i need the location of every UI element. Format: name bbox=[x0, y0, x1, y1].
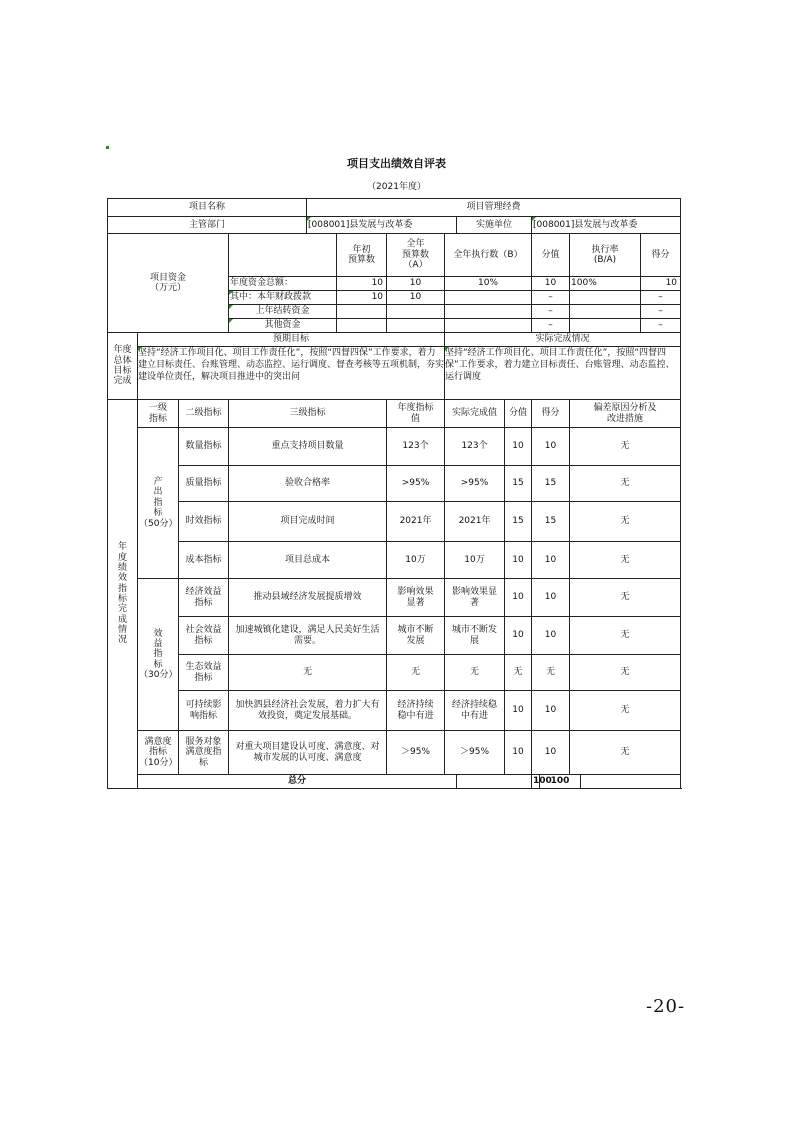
funds-row-exec: 10% bbox=[445, 277, 532, 291]
level3-cell: 项目完成时间 bbox=[229, 502, 387, 542]
deviation-cell: 无 bbox=[570, 466, 681, 502]
actual-cell: 2021年 bbox=[445, 502, 505, 542]
funds-row-initial: 10 bbox=[337, 277, 387, 291]
annual-cell: ＞95% bbox=[387, 731, 445, 775]
goals-actual-text: 坚持“经济工作项目化、项目工作责任化”，按照“四督四保”工作要求，着力建立目标责任、台账管理、动态监控、运行调度 bbox=[445, 347, 680, 399]
project-name-label: 项目名称 bbox=[108, 199, 307, 217]
level3-cell: 项目总成本 bbox=[229, 542, 387, 579]
funds-header-blank bbox=[229, 234, 337, 277]
funds-row-label: 年度资金总额： bbox=[229, 277, 337, 291]
unit-value: [008001]县发展与改革委 bbox=[532, 217, 681, 234]
score-cell: 10 bbox=[532, 542, 570, 579]
funds-row-score: 10 bbox=[641, 277, 681, 291]
form-title: 项目支出绩效自评表 bbox=[347, 157, 446, 170]
funds-row-rate: 100% bbox=[570, 277, 641, 291]
deviation-cell: 无 bbox=[570, 655, 681, 691]
funds-row-score-value: – bbox=[532, 305, 570, 319]
score-value-cell: 无 bbox=[505, 655, 532, 691]
score-cell: 15 bbox=[532, 502, 570, 542]
funds-row-exec bbox=[445, 319, 532, 333]
score-value-cell: 15 bbox=[505, 502, 532, 542]
level2-cell: 质量指标 bbox=[179, 466, 229, 502]
annual-cell: 城市不断 发展 bbox=[387, 617, 445, 655]
annual-cell: 10万 bbox=[387, 542, 445, 579]
funds-header-exec: 全年执行数（B） bbox=[445, 234, 532, 277]
goals-label: 年度 总体 目标 完成 bbox=[108, 333, 138, 400]
level3-cell: 验收合格率 bbox=[229, 466, 387, 502]
level3-cell: 加速城镇化建设，满足人民美好生活 需要。 bbox=[229, 617, 387, 655]
funds-row-score-value: 10 bbox=[532, 277, 570, 291]
annual-cell: >95% bbox=[387, 466, 445, 502]
funds-label-line1: 项目资金 bbox=[149, 272, 186, 283]
total-score-value: 100 bbox=[532, 775, 540, 789]
ind-header-actual: 实际完成值 bbox=[445, 400, 505, 428]
level2-cell: 生态效益 指标 bbox=[179, 655, 229, 691]
funds-row-score-value: – bbox=[532, 319, 570, 333]
unit-label: 实施单位 bbox=[457, 217, 532, 234]
level2-cell: 成本指标 bbox=[179, 542, 229, 579]
score-value-cell: 10 bbox=[505, 542, 532, 579]
level1-output: 产 出 指 标 （50分） bbox=[138, 428, 179, 579]
funds-row-initial bbox=[337, 319, 387, 333]
level2-cell: 时效指标 bbox=[179, 502, 229, 542]
funds-row-score: – bbox=[641, 319, 681, 333]
funds-row-label: 上年结转资金 bbox=[229, 305, 337, 319]
level2-cell: 可持续影 响指标 bbox=[179, 691, 229, 731]
funds-row-score: – bbox=[641, 291, 681, 305]
dept-value: [008001]县发展与改革委 bbox=[307, 217, 457, 234]
score-value-cell: 10 bbox=[505, 617, 532, 655]
ind-header-level3: 三级指标 bbox=[229, 400, 387, 428]
funds-row-initial bbox=[337, 305, 387, 319]
funds-row-full: 10 bbox=[387, 277, 445, 291]
funds-row-exec bbox=[445, 291, 532, 305]
level3-cell: 对重大项目建设认可度、满意度、对 城市发展的认可度、满意度 bbox=[229, 731, 387, 775]
funds-row-score: – bbox=[641, 305, 681, 319]
score-value-cell: 10 bbox=[505, 731, 532, 775]
corner-mark bbox=[106, 146, 109, 149]
score-cell: 10 bbox=[532, 579, 570, 617]
funds-header-score-value: 分值 bbox=[532, 234, 570, 277]
actual-cell: ＞95% bbox=[445, 731, 505, 775]
funds-row-rate bbox=[570, 305, 641, 319]
deviation-cell: 无 bbox=[570, 542, 681, 579]
actual-cell: 影响效果显 著 bbox=[445, 579, 505, 617]
score-cell: 15 bbox=[532, 466, 570, 502]
actual-cell: >95% bbox=[445, 466, 505, 502]
total-blank bbox=[457, 775, 532, 789]
ind-header-level1: 一级 指标 bbox=[138, 400, 179, 428]
level2-cell: 数量指标 bbox=[179, 428, 229, 466]
funds-row-score-value: – bbox=[532, 291, 570, 305]
annual-cell: 经济持续 稳中有进 bbox=[387, 691, 445, 731]
page-number: -20- bbox=[646, 996, 686, 1017]
funds-header-score: 得分 bbox=[641, 234, 681, 277]
dept-label: 主管部门 bbox=[108, 217, 307, 234]
project-name: 项目管理经费 bbox=[307, 199, 681, 217]
ind-header-level2: 二级指标 bbox=[179, 400, 229, 428]
funds-row-initial: 10 bbox=[337, 291, 387, 305]
funds-row-label: 其他资金 bbox=[229, 319, 337, 333]
score-cell: 10 bbox=[532, 617, 570, 655]
funds-row-full bbox=[387, 305, 445, 319]
funds-row-rate bbox=[570, 291, 641, 305]
ind-header-score: 得分 bbox=[532, 400, 570, 428]
form-year: （2021年度） bbox=[367, 182, 426, 192]
funds-header-initial: 年初 预算数 bbox=[337, 234, 387, 277]
actual-cell: 123个 bbox=[445, 428, 505, 466]
total-deviation-blank bbox=[581, 775, 681, 789]
level3-cell: 加快泗县经济社会发展，着力扩大有 效投资，奠定发展基础。 bbox=[229, 691, 387, 731]
funds-row-rate bbox=[570, 319, 641, 333]
annual-cell: 无 bbox=[387, 655, 445, 691]
level2-cell: 经济效益 指标 bbox=[179, 579, 229, 617]
deviation-cell: 无 bbox=[570, 691, 681, 731]
actual-cell: 经济持续稳 中有进 bbox=[445, 691, 505, 731]
level3-cell: 重点支持项目数量 bbox=[229, 428, 387, 466]
funds-row-full bbox=[387, 319, 445, 333]
deviation-cell: 无 bbox=[570, 617, 681, 655]
level2-cell: 服务对象 满意度指 标 bbox=[179, 731, 229, 775]
goals-expected-header: 预期目标 bbox=[138, 333, 445, 347]
annual-cell: 123个 bbox=[387, 428, 445, 466]
ind-header-deviation: 偏差原因分析及 改进措施 bbox=[570, 400, 681, 428]
score-cell: 10 bbox=[532, 731, 570, 775]
level3-cell: 无 bbox=[229, 655, 387, 691]
score-value-cell: 15 bbox=[505, 466, 532, 502]
funds-label-line2: （万元） bbox=[149, 283, 186, 293]
indicators-side-label: 年 度 绩 效 指 标 完 成 情 况 bbox=[108, 400, 138, 789]
ind-header-score-value: 分值 bbox=[505, 400, 532, 428]
annual-cell: 影响效果 显著 bbox=[387, 579, 445, 617]
funds-row-exec bbox=[445, 305, 532, 319]
score-value-cell: 10 bbox=[505, 691, 532, 731]
annual-cell: 2021年 bbox=[387, 502, 445, 542]
deviation-cell: 无 bbox=[570, 502, 681, 542]
score-value-cell: 10 bbox=[505, 428, 532, 466]
goals-actual-header: 实际完成情况 bbox=[445, 333, 681, 347]
level1-benefit: 效 益 指 标 （30分） bbox=[138, 579, 179, 731]
score-value-cell: 10 bbox=[505, 579, 532, 617]
deviation-cell: 无 bbox=[570, 731, 681, 775]
level3-cell: 推动县域经济发展提质增效 bbox=[229, 579, 387, 617]
score-cell: 10 bbox=[532, 428, 570, 466]
funds-row-label: 其中：本年财政拨款 bbox=[229, 291, 337, 305]
actual-cell: 10万 bbox=[445, 542, 505, 579]
score-cell: 10 bbox=[532, 691, 570, 731]
ind-header-annual: 年度指标 值 bbox=[387, 400, 445, 428]
actual-cell: 城市不断发 展 bbox=[445, 617, 505, 655]
actual-cell: 无 bbox=[445, 655, 505, 691]
performance-table bbox=[107, 198, 681, 789]
funds-header-full: 全年 预算数 （A） bbox=[387, 234, 445, 277]
funds-label bbox=[108, 234, 229, 333]
funds-row-full: 10 bbox=[387, 291, 445, 305]
deviation-cell: 无 bbox=[570, 579, 681, 617]
level1-satisfaction: 满意度 指标 （10分） bbox=[138, 731, 179, 775]
level2-cell: 社会效益 指标 bbox=[179, 617, 229, 655]
total-label: 总分 bbox=[138, 775, 457, 789]
funds-header-rate: 执行率 (B/A) bbox=[570, 234, 641, 277]
total-score: 100 bbox=[540, 775, 581, 789]
deviation-cell: 无 bbox=[570, 428, 681, 466]
goals-expected-text: 坚持“经济工作项目化、项目工作责任化”，按照“四督四保”工作要求，着力建立目标责任、台账管理、动态监控、运行调度、督查考核等五项机制，夯实建设单位责任，解决项目推进中的突出问 bbox=[138, 347, 444, 399]
score-cell: 无 bbox=[532, 655, 570, 691]
